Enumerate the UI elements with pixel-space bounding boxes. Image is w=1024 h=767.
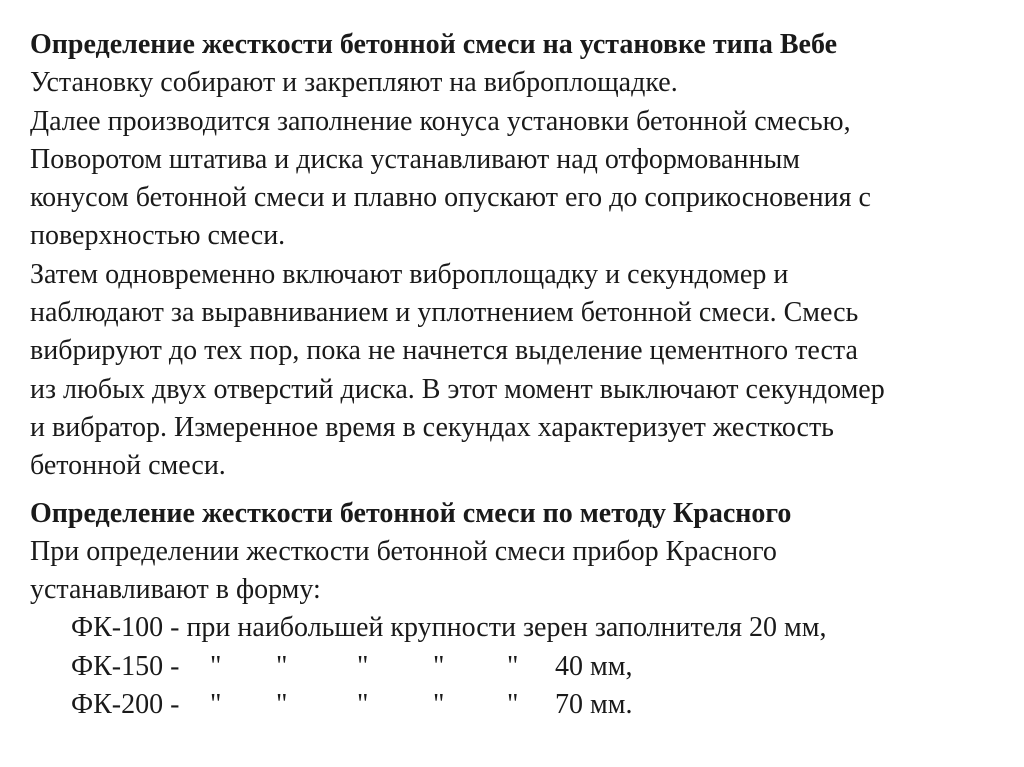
paragraph-line: Далее производится заполнение конуса установки бетонной смесью, xyxy=(30,105,851,137)
ditto-mark: " xyxy=(507,689,519,721)
ditto-mark: " xyxy=(276,689,288,721)
ditto-mark: " xyxy=(433,689,445,721)
form-size: 40 мм, xyxy=(555,650,633,682)
paragraph-line: При определении жесткости бетонной смеси прибор Красного xyxy=(30,535,777,567)
ditto-mark: " xyxy=(210,689,222,721)
section-heading-vebe: Определение жесткости бетонной смеси на установке типа Вебе xyxy=(30,29,837,60)
paragraph-line: наблюдают за выравниванием и уплотнением бетонной смеси. Смесь xyxy=(30,297,859,329)
form-item-fk200 xyxy=(30,686,1010,724)
paragraph-line: Затем одновременно включают виброплощадку и секундомер и xyxy=(30,258,789,290)
paragraph-line: бетонной смеси. xyxy=(30,450,226,482)
ditto-mark: " xyxy=(433,650,445,682)
form-item-fk100: ФК-100 - при наибольшей крупности зерен заполнителя 20 мм, xyxy=(71,612,827,644)
paragraph-line: поверхностью смеси. xyxy=(30,220,286,252)
paragraph-line: и вибратор. Измеренное время в секундах характеризует жесткость xyxy=(30,411,834,443)
ditto-mark: " xyxy=(357,689,369,721)
slide-content xyxy=(30,26,1010,724)
ditto-mark: " xyxy=(210,650,222,682)
paragraph-line: устанавливают в форму: xyxy=(30,574,321,606)
form-item-fk150 xyxy=(30,648,1010,686)
form-code: ФК-150 - xyxy=(71,650,180,682)
paragraph-line: конусом бетонной смеси и плавно опускают его до соприкосновения с xyxy=(30,182,871,214)
ditto-mark: " xyxy=(507,650,519,682)
paragraph-line: Поворотом штатива и диска устанавливают над отформованным xyxy=(30,143,800,175)
section-spacer xyxy=(30,486,1010,495)
paragraph-line: из любых двух отверстий диска. В этот момент выключают секундомер xyxy=(30,373,885,405)
form-size: 70 мм. xyxy=(555,689,633,721)
ditto-mark: " xyxy=(357,650,369,682)
form-code: ФК-200 - xyxy=(71,689,180,721)
section-heading-krasny: Определение жесткости бетонной смеси по методу Красного xyxy=(30,497,792,529)
ditto-mark: " xyxy=(276,650,288,682)
paragraph-line: вибрируют до тех пор, пока не начнется выделение цементного теста xyxy=(30,335,858,367)
paragraph-line: Установку собирают и закрепляют на виброплощадке. xyxy=(30,67,678,99)
